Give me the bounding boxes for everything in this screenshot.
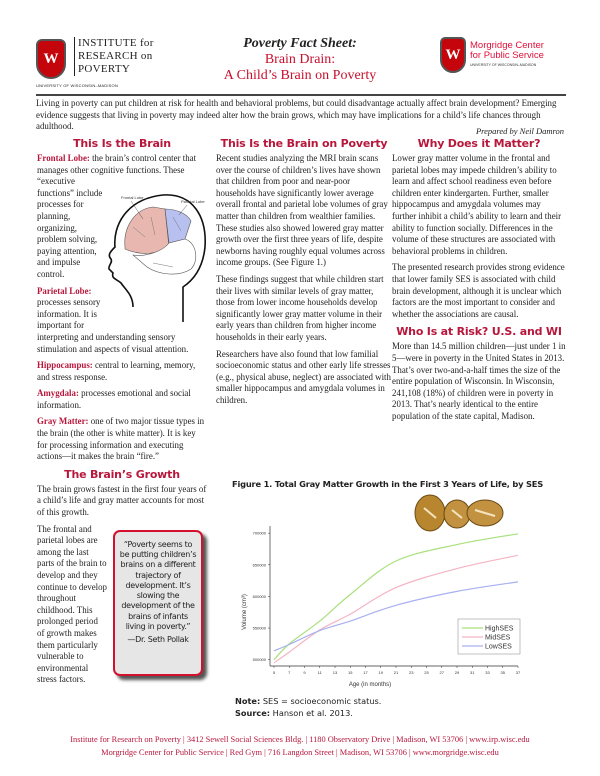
- source-label: Source:: [235, 707, 271, 718]
- definition: one of two major tissue types in the brain (the other is white matter). It is key for processing information and executing actions—it makes the brain “fire.”: [37, 416, 205, 462]
- amygdala-definition: [37, 388, 207, 411]
- matter-heading: Why Does it Matter?: [417, 137, 541, 150]
- definition: processes sensory information. It is important for interpreting and understanding sensory stimulation and aspects of visual attention.: [37, 297, 189, 354]
- risk-heading: Who Is at Risk? U.S. and WI: [396, 325, 562, 339]
- morgridge-logo: [440, 37, 570, 87]
- gray-matter-chart: [220, 490, 600, 695]
- x-tick-label: 27: [439, 670, 444, 675]
- poverty-paragraph: Researchers have also found that low familial socioeconomic status and other early life stresses (e.g., physical abuse, neglect) are associated with smaller hippocampus and amygdala volumes in children.: [216, 348, 391, 405]
- title-line3: A Child’s Brain on Poverty: [223, 68, 377, 83]
- poverty-column: [216, 137, 392, 411]
- definition: processes emotional and social information.: [37, 388, 191, 410]
- figure-notes: [235, 696, 381, 719]
- y-tick-label: 650000: [252, 562, 266, 568]
- legend-label: HighSES: [485, 625, 514, 633]
- risk-paragraph: More than 14.5 million children—just under 1 in 5—were in poverty in the United States in 2013. That’s over two-and-a-half times the size of the entire population of Wisconsin. In Wisconsin, 241,108 (18%) of children were in poverty in 2013. That’s nearly identical to the entire population of the state capital, Madison.: [392, 341, 566, 421]
- frontal-lobe-label: Frontal Lobe: [121, 195, 144, 200]
- x-tick-label: 13: [332, 670, 338, 675]
- y-tick-label: 500000: [252, 657, 266, 663]
- growth-heading: The Brain’s Growth: [64, 467, 180, 481]
- growth-paragraph: The frontal and parietal lobes are among the last parts of the brain to develop and they continue to develop throughout childhood. This prolonged period of growth makes them particularly vulnerable to environmental stress factors.: [37, 523, 107, 685]
- x-tick-label: 19: [378, 670, 383, 675]
- term: Hippocampus:: [37, 360, 93, 371]
- irp-logo: [36, 37, 156, 97]
- quote-text: “Poverty seems to be putting children’s brains on a different trajectory of development. It’s slowing the development of the brains of infants living in poverty.”: [119, 539, 197, 631]
- figure-title: Figure 1. Total Gray Matter Growth in the First 3 Years of Life, by SES: [232, 479, 544, 489]
- y-axis-label: Volume (cm³): [242, 594, 248, 630]
- intro-paragraph: Living in poverty can put children at risk for health and behavioral problems, but could disadvantage actually affect brain development? Emerging evidence suggests that living in poverty may indeed alter how the brain grows, which may have implications for a child’s life chances through adulthood.: [36, 98, 557, 132]
- matter-paragraph: Lower gray matter volume in the frontal and parietal lobes may impede children’s ability to learn and affect school readiness even before children enter kindergarten. Further, smaller hippocampus and amygdala volumes may further inhibit a child’s ability to learn and their ability to function socially. Differences in the volume of these structures are associated with behavioral problems in children.: [392, 153, 562, 256]
- poverty-heading: This Is the Brain on Poverty: [220, 137, 388, 150]
- term: Parietal Lobe:: [37, 285, 92, 296]
- definition: central to learning, memory, and stress response.: [37, 360, 196, 382]
- term: Amygdala:: [37, 388, 79, 399]
- x-tick-label: 15: [348, 670, 353, 675]
- y-tick-label: 550000: [252, 625, 266, 631]
- note-label: Note:: [235, 696, 261, 706]
- irp-line1: INSTITUTE for: [78, 37, 154, 49]
- x-tick-label: 9: [303, 670, 306, 675]
- irp-line2: RESEARCH on: [78, 50, 153, 62]
- x-tick-label: 23: [409, 670, 414, 675]
- header-divider: [36, 94, 566, 96]
- footer-irp-address: Institute for Research on Poverty | 3412 Sewell Social Sciences Bldg. | 1180 Observatory Drive | Madison, WI 53706 | www.irp.wisc.edu: [70, 735, 530, 744]
- brain-column: [37, 137, 207, 691]
- brain-scan-images: [415, 495, 503, 531]
- title-line2: Brain Drain:: [264, 52, 336, 67]
- term: Frontal Lobe:: [37, 153, 90, 163]
- x-tick-label: 7: [288, 670, 291, 675]
- irp-line3: POVERTY: [78, 63, 131, 75]
- matter-column: [392, 137, 566, 427]
- brain-heading: This Is the Brain: [73, 137, 171, 150]
- morgridge-subtitle: UNIVERSITY OF WISCONSIN–MADISON: [470, 63, 537, 67]
- x-tick-label: 21: [393, 670, 399, 675]
- irp-subtitle: UNIVERSITY OF WISCONSIN–MADISON: [36, 83, 118, 88]
- parietal-lobe-label: Parietal Lobe: [181, 199, 205, 204]
- uw-crest-icon: W: [36, 39, 66, 79]
- pull-quote: [111, 530, 207, 684]
- footer-morgridge-address: Morgridge Center for Public Service | Red Gym | 716 Langdon Street | Madison, WI 53706 | www.morgridge.wisc.edu: [101, 747, 499, 757]
- matter-paragraph: The presented research provides strong evidence that lower family SES is associated with child brain development, although it is unclear which factors are the most important to consider and whether the associations are causal.: [392, 262, 565, 319]
- poverty-paragraph: Recent studies analyzing the MRI brain scans over the course of children’s lives have shown that children from poor and near-poor households have significantly lower average overall frontal and parietal lobe volumes of gray matter than children from wealthier families. These studies also showed lowered gray matter growth over the first three years of life, despite newborns having roughly equal volumes across income groups. (See Figure 1.): [216, 153, 388, 268]
- gray-matter-definition: [37, 416, 207, 462]
- x-tick-label: 17: [363, 670, 368, 675]
- author-credit: Prepared by Neil Damron: [475, 126, 564, 136]
- note-text: SES = socioeconomic status.: [260, 696, 382, 706]
- x-tick-label: 35: [500, 670, 505, 675]
- term: Gray Matter:: [37, 416, 89, 427]
- morgridge-line1: Morgridge Center: [470, 40, 544, 51]
- morgridge-logo-text: [470, 41, 544, 61]
- y-tick-label: 700000: [252, 530, 266, 536]
- x-tick-label: 25: [424, 670, 429, 675]
- page-title: [200, 36, 400, 84]
- y-tick-label: 600000: [252, 593, 266, 599]
- brain-diagram: [103, 187, 207, 322]
- footer: [0, 734, 600, 759]
- uw-crest-icon: W: [440, 37, 466, 73]
- source-text: Hanson et al. 2013.: [270, 707, 353, 718]
- definition: the brain’s control center that manages other cognitive functions. These “executive functions” include processes for planning, organizing, problem solving, paying attention, and impulse control.: [37, 153, 197, 279]
- legend-label: LowSES: [485, 643, 512, 651]
- hippocampus-definition: [37, 360, 207, 383]
- morgridge-line2: for Public Service: [470, 50, 544, 61]
- chart-legend: [458, 619, 520, 654]
- quote-attribution: —Dr. Seth Pollak: [127, 635, 189, 645]
- growth-paragraph: The brain grows fastest in the first four years of a child’s life and gray matter accounts for most of this growth.: [37, 483, 207, 518]
- x-tick-label: 33: [485, 670, 490, 675]
- child-head-brain-icon: [103, 187, 207, 322]
- x-tick-label: 37: [515, 670, 521, 675]
- x-tick-label: 11: [317, 670, 322, 675]
- irp-logo-text: [74, 37, 154, 76]
- poverty-paragraph: These findings suggest that while children start their lives with similar levels of gray matter, those from lower income households develop significantly lower gray matter volume in their early years than children from higher income households in their early years.: [216, 273, 384, 342]
- x-axis-label: Age (in months): [348, 682, 392, 688]
- x-tick-label: 5: [272, 670, 276, 675]
- title-line1: Poverty Fact Sheet:: [243, 36, 357, 51]
- x-tick-label: 29: [454, 670, 460, 675]
- x-tick-label: 31: [470, 670, 475, 675]
- legend-label: MidSES: [485, 634, 511, 642]
